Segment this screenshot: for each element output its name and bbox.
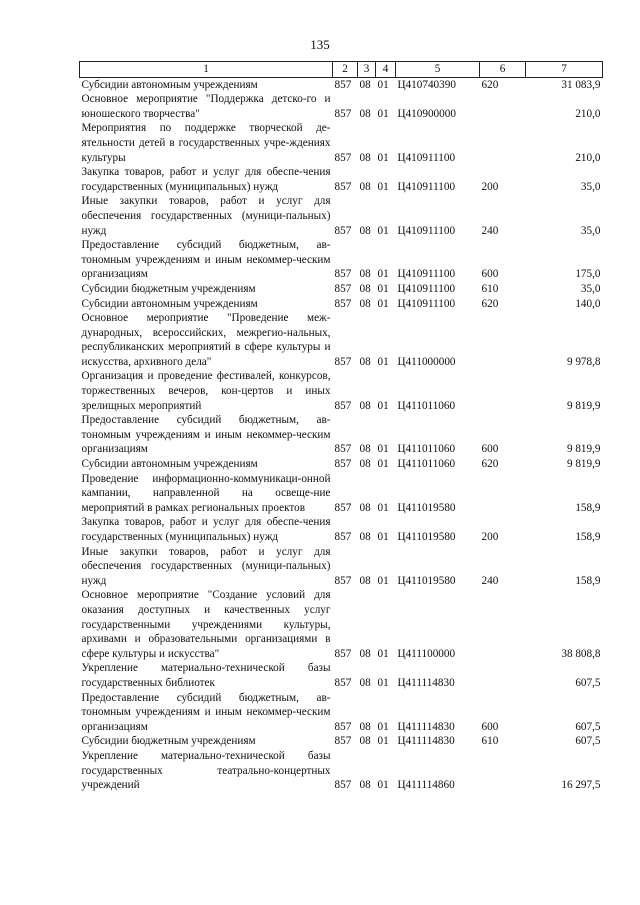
row-section-code: 08: [359, 647, 371, 660]
table-row: [80, 472, 603, 516]
row-expense-kind: 240: [481, 574, 499, 587]
row-subsection-code: 01: [377, 647, 389, 660]
row-name: Мероприятия по поддержке творческой де-ятельности детей в государственных учре-ждениях культуры: [81, 122, 331, 164]
row-subsection-code: 01: [377, 224, 389, 237]
row-ministry-code: 857: [334, 443, 352, 456]
row-subsection-code: 01: [377, 355, 389, 368]
table-row: [80, 413, 603, 457]
row-target-code: Ц411114860: [397, 779, 455, 792]
row-amount: 158,9: [575, 531, 601, 543]
row-ministry-code: 857: [334, 676, 352, 689]
page-number: 135: [310, 37, 330, 52]
table-row: [80, 457, 603, 472]
row-ministry-code: 857: [334, 647, 352, 660]
row-amount: 210,0: [575, 107, 601, 120]
row-ministry-code: 857: [334, 458, 352, 471]
row-subsection-code: 01: [377, 282, 389, 295]
row-section-code: 08: [359, 355, 371, 368]
row-section-code: 08: [359, 676, 371, 689]
row-ministry-code: 857: [334, 735, 352, 748]
row-ministry-code: 857: [334, 282, 352, 295]
row-ministry-code: 857: [334, 399, 352, 412]
row-amount: 607,5: [575, 735, 601, 748]
table-row: [80, 194, 603, 238]
row-expense-kind: 620: [481, 458, 499, 471]
row-expense-kind: 610: [481, 735, 499, 748]
row-name: Предоставление субсидий бюджетным, ав-тономным учреждениям и иным некоммер-ческим организациям: [81, 414, 331, 456]
row-ministry-code: 857: [334, 531, 352, 543]
row-name: Основное мероприятие "Поддержка детско-го и юношеского творчества": [81, 93, 331, 120]
row-subsection-code: 01: [377, 735, 389, 748]
row-target-code: Ц410740390: [397, 78, 456, 91]
row-expense-kind: 620: [481, 78, 499, 91]
row-section-code: 08: [359, 151, 371, 164]
row-name: Закупка товаров, работ и услуг для обеспе-чения государственных (муниципальных) нужд: [81, 516, 331, 543]
row-section-code: 08: [359, 224, 371, 237]
table-row: [80, 311, 603, 369]
row-section-code: 08: [359, 720, 371, 733]
table-row: [80, 77, 603, 92]
header-col-7: 7: [526, 62, 603, 78]
row-amount: 158,9: [575, 501, 601, 514]
row-expense-kind: [480, 749, 526, 793]
row-subsection-code: 01: [377, 458, 389, 471]
header-col-6: 6: [480, 62, 526, 78]
header-col-2: 2: [333, 62, 358, 78]
row-name: Иные закупки товаров, работ и услуг для обеспечения государственных (муници-пальных) нужд: [81, 545, 331, 587]
row-ministry-code: 857: [334, 297, 352, 310]
table-row: [80, 165, 603, 194]
row-amount: 158,9: [575, 574, 601, 587]
row-ministry-code: 857: [334, 355, 352, 368]
row-amount: 31 083,9: [561, 78, 601, 91]
row-ministry-code: 857: [334, 151, 352, 164]
row-name: Субсидии автономным учреждениям: [81, 78, 258, 91]
row-ministry-code: 857: [334, 779, 352, 792]
row-section-code: 08: [359, 735, 371, 748]
row-name: Субсидии автономным учреждениям: [81, 458, 258, 471]
row-expense-kind: [480, 369, 526, 413]
row-target-code: Ц410911100: [397, 268, 456, 281]
row-target-code: Ц411019580: [397, 574, 456, 587]
table-row: [80, 121, 603, 165]
row-amount: 210,0: [575, 151, 601, 164]
row-name: Укрепление материально-технической базы государственных библиотек: [81, 662, 331, 689]
row-expense-kind: [480, 121, 526, 165]
row-amount: 38 808,8: [561, 647, 601, 660]
row-section-code: 08: [359, 399, 371, 412]
row-subsection-code: 01: [377, 297, 389, 310]
row-ministry-code: 857: [334, 720, 352, 733]
row-expense-kind: 240: [481, 224, 499, 237]
row-target-code: Ц411000000: [397, 355, 456, 368]
row-ministry-code: 857: [334, 268, 352, 281]
row-amount: 175,0: [575, 268, 601, 281]
row-expense-kind: 600: [481, 268, 499, 281]
table-row: [80, 238, 603, 282]
table-row: [80, 92, 603, 121]
table-row: [80, 691, 603, 735]
row-expense-kind: 200: [481, 531, 499, 543]
row-subsection-code: 01: [377, 720, 389, 733]
row-name: Организация и проведение фестивалей, конкурсов, торжественных вечеров, кон-цертов и иных зрелищных мероприятий: [81, 370, 331, 412]
row-section-code: 08: [359, 180, 371, 193]
row-amount: 9 819,9: [566, 458, 601, 471]
table-row: [80, 369, 603, 413]
row-name: Предоставление субсидий бюджетным, ав-тономным учреждениям и иным некоммер-ческим организациям: [81, 691, 331, 733]
row-name: Проведение информационно-коммуникаци-онной кампании, направленной на освеще-ние мероприятий в рамках региональных проектов: [81, 472, 331, 514]
row-target-code: Ц410911100: [397, 282, 456, 295]
row-subsection-code: 01: [377, 574, 389, 587]
row-subsection-code: 01: [377, 268, 389, 281]
row-expense-kind: 610: [481, 282, 499, 295]
row-expense-kind: [480, 661, 526, 690]
row-amount: 35,0: [580, 224, 601, 237]
row-target-code: Ц410911100: [397, 224, 456, 237]
table-row: [80, 588, 603, 661]
row-expense-kind: 600: [481, 443, 499, 456]
row-subsection-code: 01: [377, 78, 389, 91]
row-section-code: 08: [359, 531, 371, 543]
table-row: [80, 297, 603, 312]
table-row: [80, 661, 603, 690]
row-amount: 140,0: [575, 297, 601, 310]
row-name: Закупка товаров, работ и услуг для обеспе-чения государственных (муниципальных) нужд: [81, 166, 331, 193]
row-section-code: 08: [359, 501, 371, 514]
header-col-4: 4: [376, 62, 396, 78]
row-amount: 16 297,5: [561, 779, 601, 792]
row-target-code: Ц411011060: [397, 399, 456, 412]
row-subsection-code: 01: [377, 180, 389, 193]
row-name: Субсидии автономным учреждениям: [81, 297, 258, 310]
row-name: Субсидии бюджетным учреждениям: [81, 735, 256, 748]
row-expense-kind: 600: [481, 720, 499, 733]
row-target-code: Ц410911100: [397, 180, 456, 193]
row-amount: 35,0: [580, 282, 601, 295]
row-target-code: Ц410911100: [397, 151, 456, 164]
row-subsection-code: 01: [377, 107, 389, 120]
row-name: Субсидии бюджетным учреждениям: [81, 282, 256, 295]
table-body: [80, 77, 603, 793]
row-target-code: Ц411011060: [397, 443, 456, 456]
row-amount: 9 978,8: [566, 355, 601, 368]
row-section-code: 08: [359, 107, 371, 120]
header-row: [80, 62, 603, 78]
row-target-code: Ц411019580: [397, 501, 456, 514]
row-amount: 607,5: [575, 676, 601, 689]
row-amount: 607,5: [575, 720, 601, 733]
row-target-code: Ц410900000: [397, 107, 456, 120]
row-amount: 9 819,9: [566, 443, 601, 456]
row-section-code: 08: [359, 458, 371, 471]
row-expense-kind: [480, 472, 526, 516]
row-expense-kind: 200: [481, 180, 499, 193]
row-subsection-code: 01: [377, 676, 389, 689]
row-amount: 9 819,9: [566, 399, 601, 412]
row-ministry-code: 857: [334, 107, 352, 120]
row-name: Укрепление материально-технической базы государственных театрально-концертных учреждений: [81, 749, 331, 792]
row-target-code: Ц411011060: [397, 458, 456, 471]
row-section-code: 08: [359, 443, 371, 456]
row-section-code: 08: [359, 779, 371, 792]
header-col-3: 3: [358, 62, 376, 78]
row-ministry-code: 857: [334, 501, 352, 514]
row-expense-kind: [480, 92, 526, 121]
budget-table: [79, 61, 603, 793]
table-row: [80, 749, 603, 793]
row-expense-kind: [480, 311, 526, 369]
table-row: [80, 515, 603, 544]
header-col-5: 5: [396, 62, 480, 78]
row-subsection-code: 01: [377, 151, 389, 164]
row-expense-kind: [480, 588, 526, 661]
row-target-code: Ц411100000: [397, 647, 456, 660]
row-target-code: Ц411114830: [397, 720, 455, 733]
row-name: Иные закупки товаров, работ и услуг для обеспечения государственных (муници-пальных) нужд: [81, 195, 331, 237]
row-target-code: Ц411114830: [397, 676, 455, 689]
row-target-code: Ц410911100: [397, 297, 456, 310]
table-row: [80, 734, 603, 749]
table-row: [80, 545, 603, 589]
row-target-code: Ц411019580: [397, 531, 456, 543]
row-expense-kind: 620: [481, 297, 499, 310]
row-section-code: 08: [359, 282, 371, 295]
row-name: Предоставление субсидий бюджетным, ав-тономным учреждениям и иным некоммер-ческим организациям: [81, 239, 331, 281]
row-ministry-code: 857: [334, 78, 352, 91]
row-subsection-code: 01: [377, 399, 389, 412]
row-section-code: 08: [359, 268, 371, 281]
row-subsection-code: 01: [377, 443, 389, 456]
row-subsection-code: 01: [377, 531, 389, 543]
row-name: Основное мероприятие "Создание условий для оказания доступных и качественных услуг государственными учреждениями культуры, архивами и образовательными организациями в сфере культуры и искусства": [81, 589, 331, 660]
row-section-code: 08: [359, 78, 371, 91]
row-amount: 35,0: [580, 180, 601, 193]
table-header: [80, 62, 603, 78]
row-name: Основное мероприятие "Проведение меж-дународных, всероссийских, межрегио-нальных, республиканских мероприятий в сфере культуры и искусства, архивного дела": [81, 312, 331, 368]
table-row: [80, 282, 603, 297]
row-ministry-code: 857: [334, 224, 352, 237]
row-subsection-code: 01: [377, 779, 389, 792]
row-target-code: Ц411114830: [397, 735, 455, 748]
row-ministry-code: 857: [334, 180, 352, 193]
row-ministry-code: 857: [334, 574, 352, 587]
row-section-code: 08: [359, 574, 371, 587]
header-col-1: 1: [80, 62, 333, 78]
row-subsection-code: 01: [377, 501, 389, 514]
row-section-code: 08: [359, 297, 371, 310]
